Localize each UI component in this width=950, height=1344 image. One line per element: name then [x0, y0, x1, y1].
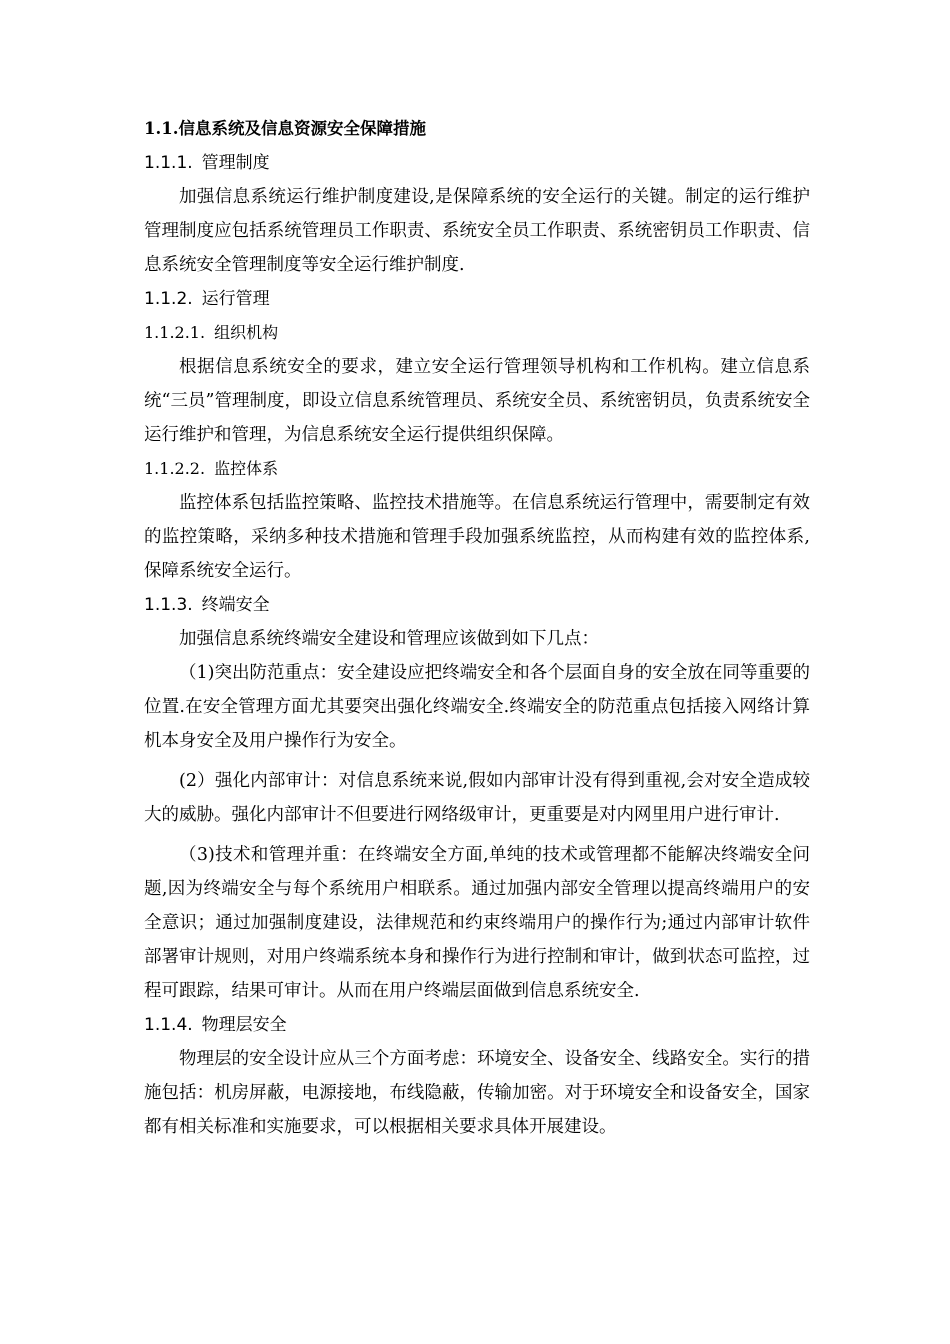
subsection-title: 终端安全	[201, 595, 270, 615]
subsection-title: 管理制度	[201, 153, 270, 173]
subsubsection-title: 组织机构	[214, 323, 279, 342]
paragraph-physical-security: 物理层的安全设计应从三个方面考虑：环境安全、设备安全、线路安全。实行的措施包括：机房屏蔽，电源接地，布线隐蔽，传输加密。对于环境安全和设备安全，国家都有相关标准和实施要求，可以根据相关要求具体开展建设。	[144, 1049, 810, 1137]
paragraph-terminal-item-2: (2）强化内部审计：对信息系统来说,假如内部审计没有得到重视,会对安全造成较大的威胁。强化内部审计不但要进行网络级审计，更重要是对内网里用户进行审计.	[144, 771, 810, 825]
paragraph-terminal-item-3: （3)技术和管理并重：在终端安全方面,单纯的技术或管理都不能解决终端安全问题,因为终端安全与每个系统用户相联系。通过加强内部安全管理以提高终端用户的安全意识；通过加强制度建设，法律规范和约束终端用户的操作行为;通过内部审计软件部署审计规则，对用户终端系统本身和操作行为进行控制和审计，做到状态可监控，过程可跟踪，结果可审计。从而在用户终端层面做到信息系统安全.	[144, 845, 810, 1001]
subsection-title: 物理层安全	[201, 1015, 287, 1035]
subsection-number: 1.1.2.	[144, 289, 193, 309]
subsection-number: 1.1.1.	[144, 153, 193, 173]
paragraph-organization: 根据信息系统安全的要求，建立安全运行管理领导机构和工作机构。建立信息系统“三员”管理制度，即设立信息系统管理员、系统安全员、系统密钥员，负责系统安全运行维护和管理，为信息系统安全运行提供组织保障。	[144, 357, 810, 445]
section-title: 信息系统及信息资源安全保障措施	[178, 119, 426, 138]
subsubsection-heading-organization	[144, 316, 810, 350]
subsubsection-number: 1.1.2.2.	[144, 459, 206, 478]
subsection-number: 1.1.4.	[144, 1015, 193, 1035]
section-number: 1.1.	[144, 119, 179, 138]
subsection-heading-terminal-security	[144, 588, 810, 622]
subsubsection-number: 1.1.2.1.	[144, 323, 206, 342]
subsubsection-heading-monitoring	[144, 452, 810, 486]
subsection-heading-operations-management	[144, 282, 810, 316]
subsubsection-title: 监控体系	[214, 459, 279, 478]
section-heading	[144, 112, 810, 146]
paragraph-management-system: 加强信息系统运行维护制度建设,是保障系统的安全运行的关键。制定的运行维护管理制度应包括系统管理员工作职责、系统安全员工作职责、系统密钥员工作职责、信息系统安全管理制度等安全运行维护制度.	[144, 187, 810, 275]
subsection-title: 运行管理	[201, 289, 270, 309]
paragraph-terminal-intro: 加强信息系统终端安全建设和管理应该做到如下几点：	[179, 629, 599, 649]
subsection-heading-management-system	[144, 146, 810, 180]
document-body	[144, 112, 810, 1144]
paragraph-monitoring: 监控体系包括监控策略、监控技术措施等。在信息系统运行管理中，需要制定有效的监控策略，采纳多种技术措施和管理手段加强系统监控，从而构建有效的监控体系,保障系统安全运行。	[144, 493, 810, 581]
paragraph-terminal-item-1: （1)突出防范重点：安全建设应把终端安全和各个层面自身的安全放在同等重要的位置.在安全管理方面尤其要突出强化终端安全.终端安全的防范重点包括接入网络计算机本身安全及用户操作行为安全。	[144, 663, 810, 751]
subsection-heading-physical-security	[144, 1008, 810, 1042]
subsection-number: 1.1.3.	[144, 595, 193, 615]
